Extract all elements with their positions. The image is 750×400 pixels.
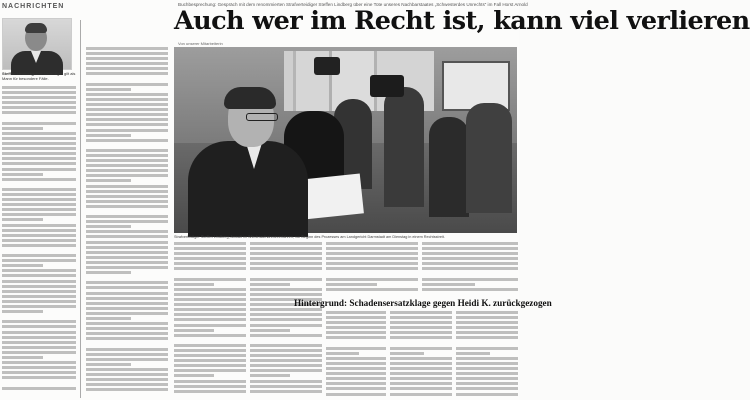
text-line xyxy=(86,292,168,295)
text-line xyxy=(326,352,359,355)
text-line xyxy=(456,362,518,365)
text-line xyxy=(2,310,43,313)
text-line xyxy=(2,91,76,94)
text-column-8 xyxy=(456,311,518,398)
text-line xyxy=(86,98,168,101)
text-line xyxy=(86,322,168,325)
column-divider xyxy=(80,20,81,398)
text-line xyxy=(2,290,76,293)
text-line xyxy=(2,213,76,216)
text-line xyxy=(86,312,168,315)
text-line xyxy=(250,385,322,388)
text-line xyxy=(86,185,168,188)
text-line xyxy=(2,96,76,99)
text-line xyxy=(250,324,322,327)
text-line xyxy=(86,368,168,371)
text-line xyxy=(250,369,322,372)
text-line xyxy=(86,388,168,391)
text-column-4 xyxy=(326,242,418,296)
text-line xyxy=(390,352,424,355)
text-line xyxy=(390,372,452,375)
portrait-caption-name: Steffen Lindberg: xyxy=(2,71,36,76)
text-line xyxy=(250,288,322,291)
text-line xyxy=(2,356,43,359)
text-line xyxy=(326,242,418,245)
text-line xyxy=(326,382,386,385)
text-line xyxy=(422,252,518,255)
text-line xyxy=(326,311,386,314)
text-line xyxy=(326,316,386,319)
text-line xyxy=(86,154,168,157)
text-line xyxy=(174,344,246,347)
text-line xyxy=(86,195,168,198)
text-line xyxy=(174,267,246,270)
text-line xyxy=(390,321,452,324)
text-line xyxy=(86,118,168,121)
text-line xyxy=(86,378,168,381)
text-line xyxy=(2,162,76,165)
text-line xyxy=(390,367,452,370)
text-line xyxy=(86,256,168,259)
text-line xyxy=(390,316,452,319)
text-line xyxy=(174,359,246,362)
text-line xyxy=(250,313,322,316)
text-line xyxy=(86,317,131,320)
text-line xyxy=(86,302,168,305)
text-line xyxy=(2,111,76,114)
text-line xyxy=(86,72,168,75)
text-line xyxy=(326,321,386,324)
portrait-caption-text: Der Verteidiger gilt als Mann für besondere Fälle. xyxy=(2,71,76,81)
text-line xyxy=(86,353,168,356)
text-line xyxy=(250,364,322,367)
text-line xyxy=(2,361,76,364)
text-line xyxy=(86,220,168,223)
text-line xyxy=(174,385,246,388)
text-column-5 xyxy=(422,242,518,296)
text-line xyxy=(456,372,518,375)
text-line xyxy=(174,303,246,306)
text-line xyxy=(250,278,322,281)
text-line xyxy=(2,218,43,221)
text-line xyxy=(250,293,322,296)
text-line xyxy=(326,367,386,370)
article-kicker: Buchbesprechung: Gespräch mit dem renommierten Strafverteidiger Steffen Lindberg über eine Tote unseres Nachbarstaates „Schwesterdes Unrechts“ im Fall Horst Arnold xyxy=(178,2,528,7)
text-line xyxy=(326,347,386,350)
courtroom-photo xyxy=(174,47,517,233)
text-line xyxy=(86,200,168,203)
text-line xyxy=(86,327,168,330)
text-line xyxy=(326,357,386,360)
text-line xyxy=(390,387,452,390)
text-line xyxy=(326,362,386,365)
text-line xyxy=(456,336,518,339)
text-line xyxy=(86,139,168,142)
text-line xyxy=(2,122,76,125)
text-line xyxy=(86,108,168,111)
text-line xyxy=(326,247,418,250)
text-line xyxy=(86,251,168,254)
sidebar-text-column xyxy=(2,86,76,396)
text-line xyxy=(250,334,322,337)
text-line xyxy=(86,373,168,376)
text-line xyxy=(2,336,76,339)
text-line xyxy=(2,376,76,379)
portrait-caption xyxy=(2,71,76,81)
text-line xyxy=(86,271,131,274)
text-line xyxy=(326,283,377,286)
text-line xyxy=(456,347,518,350)
text-line xyxy=(456,387,518,390)
text-line xyxy=(174,283,214,286)
text-line xyxy=(2,371,76,374)
text-line xyxy=(250,262,322,265)
text-line xyxy=(456,331,518,334)
text-line xyxy=(2,331,76,334)
text-line xyxy=(174,313,246,316)
text-line xyxy=(2,341,76,344)
text-line xyxy=(2,157,76,160)
text-line xyxy=(174,329,214,332)
text-line xyxy=(250,247,322,250)
text-line xyxy=(250,390,322,393)
text-line xyxy=(456,377,518,380)
text-line xyxy=(2,259,76,262)
text-line xyxy=(422,283,475,286)
text-line xyxy=(86,266,168,269)
text-line xyxy=(2,178,76,181)
text-line xyxy=(86,281,168,284)
text-line xyxy=(86,190,168,193)
text-line xyxy=(174,252,246,255)
text-line xyxy=(2,269,76,272)
text-line xyxy=(390,347,452,350)
text-line xyxy=(2,198,76,201)
text-line xyxy=(456,357,518,360)
text-line xyxy=(2,127,43,130)
text-line xyxy=(86,57,168,60)
text-line xyxy=(86,230,168,233)
section-label: NACHRICHTEN xyxy=(2,3,65,10)
text-line xyxy=(390,377,452,380)
text-line xyxy=(174,354,246,357)
text-line xyxy=(456,367,518,370)
text-line xyxy=(390,362,452,365)
text-line xyxy=(390,357,452,360)
text-column-3 xyxy=(250,242,322,398)
text-line xyxy=(174,293,246,296)
text-line xyxy=(86,93,168,96)
text-line xyxy=(86,47,168,50)
text-line xyxy=(174,369,246,372)
text-line xyxy=(2,106,76,109)
text-line xyxy=(2,285,76,288)
background-subhead: Hintergrund: Schadensersatzklage gegen Heidi K. zurückgezogen xyxy=(294,298,552,308)
text-line xyxy=(86,164,168,167)
text-line xyxy=(2,152,76,155)
text-line xyxy=(174,288,246,291)
text-line xyxy=(86,246,168,249)
text-line xyxy=(326,387,386,390)
text-column-6 xyxy=(326,311,386,398)
text-line xyxy=(174,247,246,250)
text-line xyxy=(422,288,518,291)
text-line xyxy=(250,252,322,255)
text-line xyxy=(422,278,518,281)
text-line xyxy=(456,311,518,314)
text-line xyxy=(2,224,76,227)
text-line xyxy=(2,320,76,323)
text-line xyxy=(250,318,322,321)
text-line xyxy=(86,134,131,137)
text-line xyxy=(422,257,518,260)
text-line xyxy=(86,235,168,238)
text-line xyxy=(86,297,168,300)
article-headline: Auch wer im Recht ist, kann viel verlieren xyxy=(174,6,750,36)
text-line xyxy=(86,241,168,244)
text-line xyxy=(86,159,168,162)
text-line xyxy=(86,52,168,55)
author-portrait xyxy=(2,18,72,70)
text-line xyxy=(2,173,43,176)
text-line xyxy=(2,305,76,308)
text-column-1 xyxy=(86,47,168,397)
text-line xyxy=(174,374,214,377)
text-line xyxy=(390,336,452,339)
text-line xyxy=(250,380,322,383)
text-line xyxy=(2,147,76,150)
text-line xyxy=(250,344,322,347)
text-line xyxy=(326,288,418,291)
text-line xyxy=(326,372,386,375)
text-column-7 xyxy=(390,311,452,398)
text-line xyxy=(86,67,168,70)
text-line xyxy=(86,174,168,177)
text-line xyxy=(86,129,168,132)
text-line xyxy=(390,382,452,385)
text-line xyxy=(2,208,76,211)
text-line xyxy=(86,337,168,340)
text-line xyxy=(2,280,76,283)
text-line xyxy=(86,179,131,182)
text-line xyxy=(2,137,76,140)
text-line xyxy=(86,169,168,172)
text-line xyxy=(86,62,168,65)
text-line xyxy=(326,252,418,255)
byline-line-1: Von unserer Mitarbeiterin xyxy=(178,41,223,46)
text-line xyxy=(2,101,76,104)
text-line xyxy=(250,354,322,357)
text-line xyxy=(174,324,246,327)
text-line xyxy=(422,242,518,245)
text-line xyxy=(174,318,246,321)
text-line xyxy=(174,278,246,281)
text-line xyxy=(2,351,76,354)
text-line xyxy=(86,83,168,86)
text-line xyxy=(390,326,452,329)
text-line xyxy=(422,262,518,265)
text-line xyxy=(326,262,418,265)
text-line xyxy=(2,325,76,328)
text-line xyxy=(2,229,76,232)
text-line xyxy=(326,267,418,270)
text-line xyxy=(86,215,168,218)
text-line xyxy=(390,331,452,334)
text-line xyxy=(422,247,518,250)
text-line xyxy=(174,298,246,301)
text-line xyxy=(2,239,76,242)
text-line xyxy=(422,267,518,270)
text-line xyxy=(456,382,518,385)
text-line xyxy=(2,264,43,267)
text-line xyxy=(326,257,418,260)
text-line xyxy=(250,283,290,286)
text-line xyxy=(250,374,290,377)
text-line xyxy=(326,393,386,396)
text-line xyxy=(174,262,246,265)
photo-caption: Strafverteidiger Steffen Lindberg, Anwalt im Wiederaufnahmeverfahren, vor Beginn des Prozesses am Landgericht Darmstadt am Dienstag in einem Rechtsstreit. xyxy=(174,235,445,239)
text-line xyxy=(2,295,76,298)
text-line xyxy=(250,242,322,245)
text-line xyxy=(390,311,452,314)
text-line xyxy=(250,267,322,270)
text-line xyxy=(86,363,131,366)
text-line xyxy=(86,149,168,152)
text-line xyxy=(250,329,290,332)
text-line xyxy=(2,346,76,349)
text-line xyxy=(174,364,246,367)
text-line xyxy=(326,336,386,339)
text-line xyxy=(456,393,518,396)
text-line xyxy=(456,352,490,355)
text-line xyxy=(86,332,168,335)
text-line xyxy=(86,88,131,91)
text-line xyxy=(86,358,168,361)
text-line xyxy=(174,308,246,311)
text-line xyxy=(86,123,168,126)
text-line xyxy=(86,113,168,116)
text-line xyxy=(2,132,76,135)
text-line xyxy=(326,326,386,329)
text-line xyxy=(326,377,386,380)
text-line xyxy=(2,86,76,89)
text-line xyxy=(86,205,168,208)
text-line xyxy=(456,321,518,324)
text-line xyxy=(2,142,76,145)
text-line xyxy=(250,349,322,352)
text-line xyxy=(174,257,246,260)
text-line xyxy=(174,380,246,383)
text-line xyxy=(2,188,76,191)
text-line xyxy=(86,103,168,106)
text-line xyxy=(2,193,76,196)
text-line xyxy=(86,307,168,310)
text-line xyxy=(250,359,322,362)
text-line xyxy=(174,242,246,245)
text-line xyxy=(2,300,76,303)
text-line xyxy=(2,366,76,369)
text-line xyxy=(2,274,76,277)
text-line xyxy=(326,278,418,281)
text-line xyxy=(2,234,76,237)
text-line xyxy=(2,244,76,247)
text-line xyxy=(86,383,168,386)
text-line xyxy=(86,286,168,289)
text-line xyxy=(326,331,386,334)
text-line xyxy=(456,326,518,329)
text-line xyxy=(2,387,76,390)
text-line xyxy=(174,390,246,393)
text-line xyxy=(2,168,76,171)
text-line xyxy=(2,254,76,257)
text-line xyxy=(2,203,76,206)
text-line xyxy=(390,393,452,396)
text-line xyxy=(174,334,246,337)
text-line xyxy=(86,225,131,228)
text-line xyxy=(86,348,168,351)
text-line xyxy=(250,257,322,260)
text-line xyxy=(456,316,518,319)
text-line xyxy=(174,349,246,352)
text-column-2 xyxy=(174,242,246,398)
text-line xyxy=(86,261,168,264)
